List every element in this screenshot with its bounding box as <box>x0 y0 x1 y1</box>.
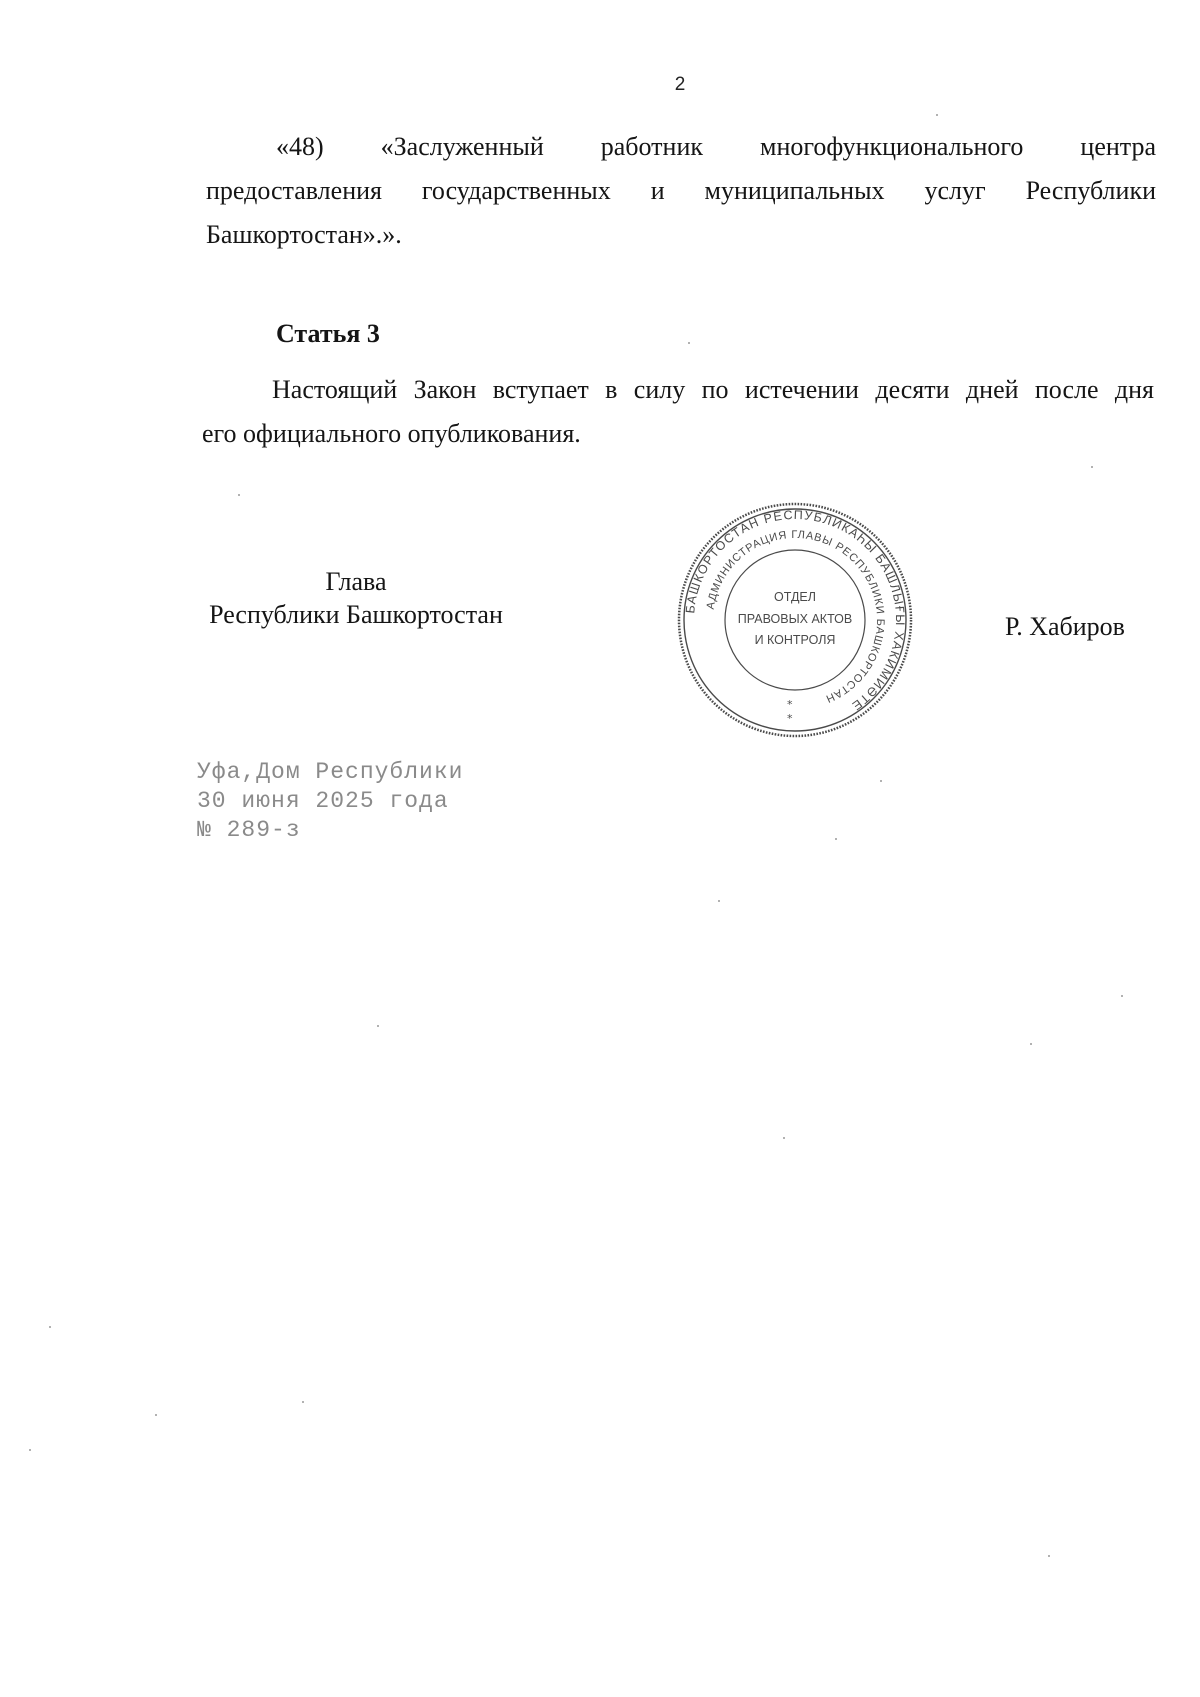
scan-speck <box>835 838 837 840</box>
signature-title-line: Республики Башкортостан <box>209 600 503 629</box>
scan-speck <box>718 900 720 902</box>
official-seal <box>675 500 915 740</box>
scan-speck <box>29 1449 31 1451</box>
scan-speck <box>688 342 690 344</box>
signature-title-line: Глава <box>325 567 387 596</box>
typed-number: № 289-з <box>197 817 301 843</box>
paragraph-item-48 <box>206 125 1156 257</box>
page-number: 2 <box>674 74 686 95</box>
signature-title <box>186 565 526 631</box>
typed-date: 30 июня 2025 года <box>197 788 449 814</box>
seal-star-icon: * <box>787 698 793 711</box>
paragraph-line: предоставления государственных и муниципальных услуг Республики <box>206 176 1156 205</box>
scan-speck <box>936 114 938 116</box>
typed-registration-stamp <box>197 758 463 845</box>
scan-speck <box>783 1137 785 1139</box>
scan-speck <box>1091 466 1093 468</box>
scan-speck <box>1048 1555 1050 1557</box>
article-line: Настоящий Закон вступает в силу по истечении десяти дней после дня <box>272 375 1154 404</box>
scan-speck <box>1121 995 1123 997</box>
scan-speck <box>377 1025 379 1027</box>
article-heading: Статья 3 <box>276 319 380 348</box>
scan-speck <box>49 1326 51 1328</box>
seal-star-icon: * <box>787 712 793 725</box>
seal-inner-text-path: АДМИНИСТРАЦИЯ ГЛАВЫ РЕСПУБЛИКИ БАШКОРТОСТАН <box>704 528 887 705</box>
paragraph-line: «48) «Заслуженный работник многофункционального центра <box>276 132 1156 161</box>
paragraph-line: Башкортостан».». <box>206 220 402 249</box>
typed-place: Уфа,Дом Республики <box>197 759 464 785</box>
scan-speck <box>880 780 882 782</box>
article-line: его официального опубликования. <box>202 419 581 448</box>
scan-speck <box>238 494 240 496</box>
seal-outer-text-path: БАШКОРТОСТАН РЕСПУБЛИКАҺЫ БАШЛЫҒЫ ХАКИМИӘТЕ <box>683 507 908 714</box>
article-body <box>202 368 1154 456</box>
seal-center-line: ПРАВОВЫХ АКТОВ <box>737 612 853 626</box>
scan-speck <box>155 1414 157 1416</box>
seal-center-line: ОТДЕЛ <box>774 590 816 604</box>
signer-name: Р. Хабиров <box>1005 612 1125 641</box>
scan-speck <box>1030 1043 1032 1045</box>
scan-speck <box>302 1401 304 1403</box>
seal-center-line: И КОНТРОЛЯ <box>754 633 836 647</box>
